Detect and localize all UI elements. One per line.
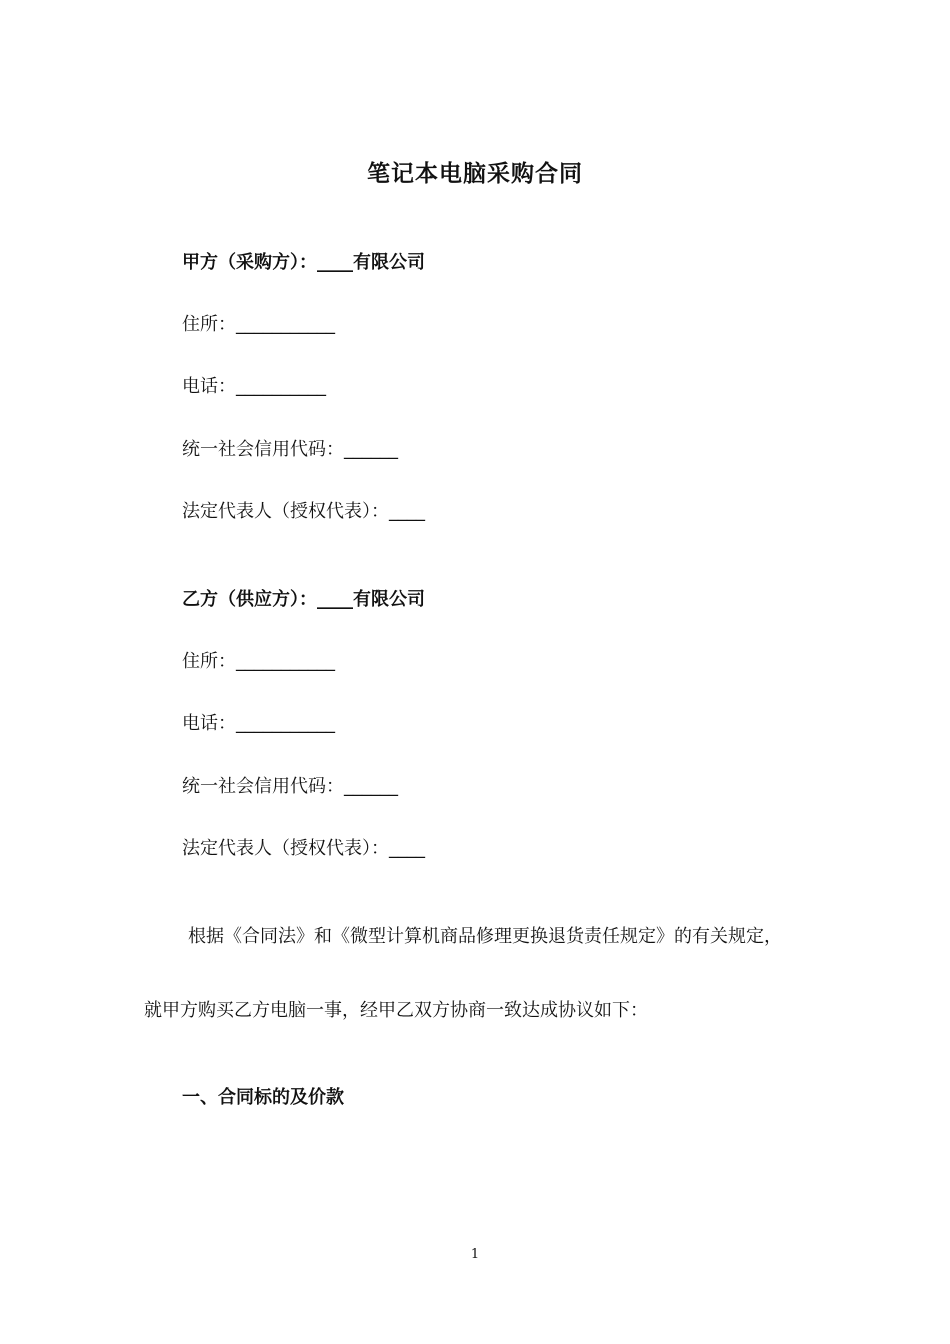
preamble-line-1: 根据《合同法》和《微型计算机商品修理更换退货责任规定》的有关规定， (188, 926, 782, 947)
party-b-address: 住所：___________ (182, 651, 335, 672)
party-b-phone: 电话：___________ (182, 713, 335, 734)
page-number: 1 (470, 1247, 480, 1262)
preamble-line-2: 就甲方购买乙方电脑一事，经甲乙双方协商一致达成协议如下： (144, 1000, 648, 1021)
party-a-heading: 甲方（采购方）：____有限公司 (182, 252, 425, 273)
party-b-representative: 法定代表人（授权代表）：____ (182, 838, 425, 859)
document-title: 笔记本电脑采购合同 (367, 161, 583, 187)
party-a-address: 住所：___________ (182, 314, 335, 335)
party-b-credit-code: 统一社会信用代码：______ (182, 776, 398, 797)
party-a-phone: 电话：__________ (182, 376, 326, 397)
section-1-heading: 一、合同标的及价款 (182, 1087, 344, 1108)
party-b-heading: 乙方（供应方）：____有限公司 (182, 589, 425, 610)
party-a-credit-code: 统一社会信用代码：______ (182, 439, 398, 460)
party-a-representative: 法定代表人（授权代表）：____ (182, 501, 425, 522)
